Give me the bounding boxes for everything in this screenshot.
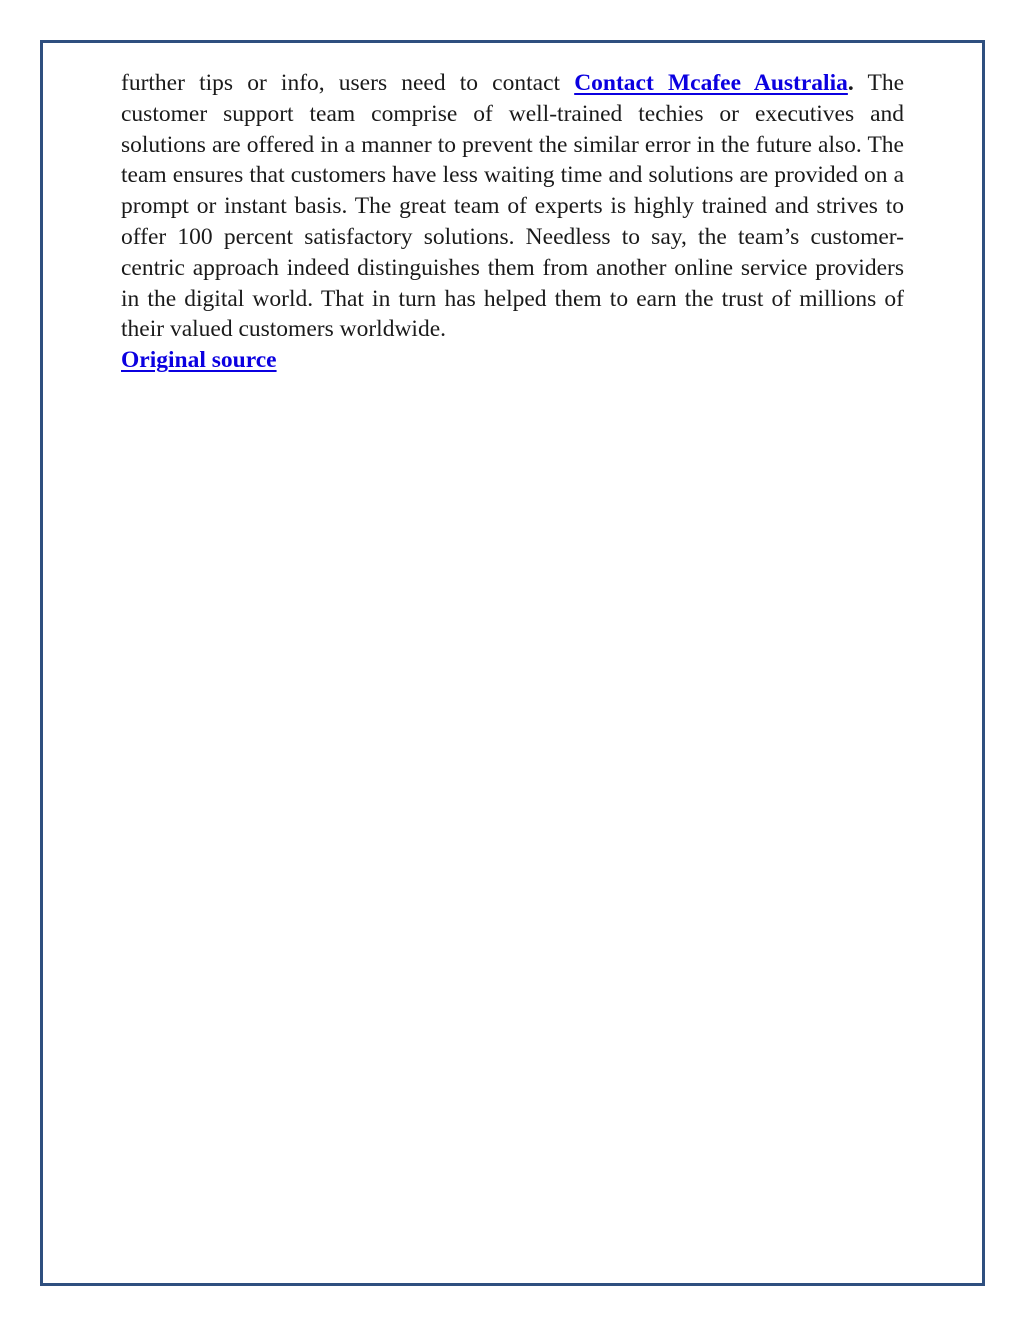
body-text: The customer support team comprise of well-trained techies or executives and solutions are offered in a manner to prevent the similar error in the future also. The team ensures that customers have less waiting time and solutions are provided on a prompt or instant basis. The great team of experts is highly trained and strives to offer 100 percent satisfactory solutions. Needless to say, the team’s customer-centric approach indeed distinguishes them from another online service providers in the digital world. That in turn has helped them to earn the trust of millions of their valued customers worldwide. xyxy=(121,70,904,343)
lead-text: further tips or info, users need to contact xyxy=(121,70,575,96)
contact-mcafee-link[interactable]: Contact Mcafee Australia xyxy=(574,70,848,96)
source-line xyxy=(121,345,904,376)
original-source-link[interactable]: Original source xyxy=(121,347,277,374)
document-content xyxy=(121,68,904,376)
body-paragraph xyxy=(121,68,904,345)
link-punctuation: . xyxy=(847,70,854,96)
